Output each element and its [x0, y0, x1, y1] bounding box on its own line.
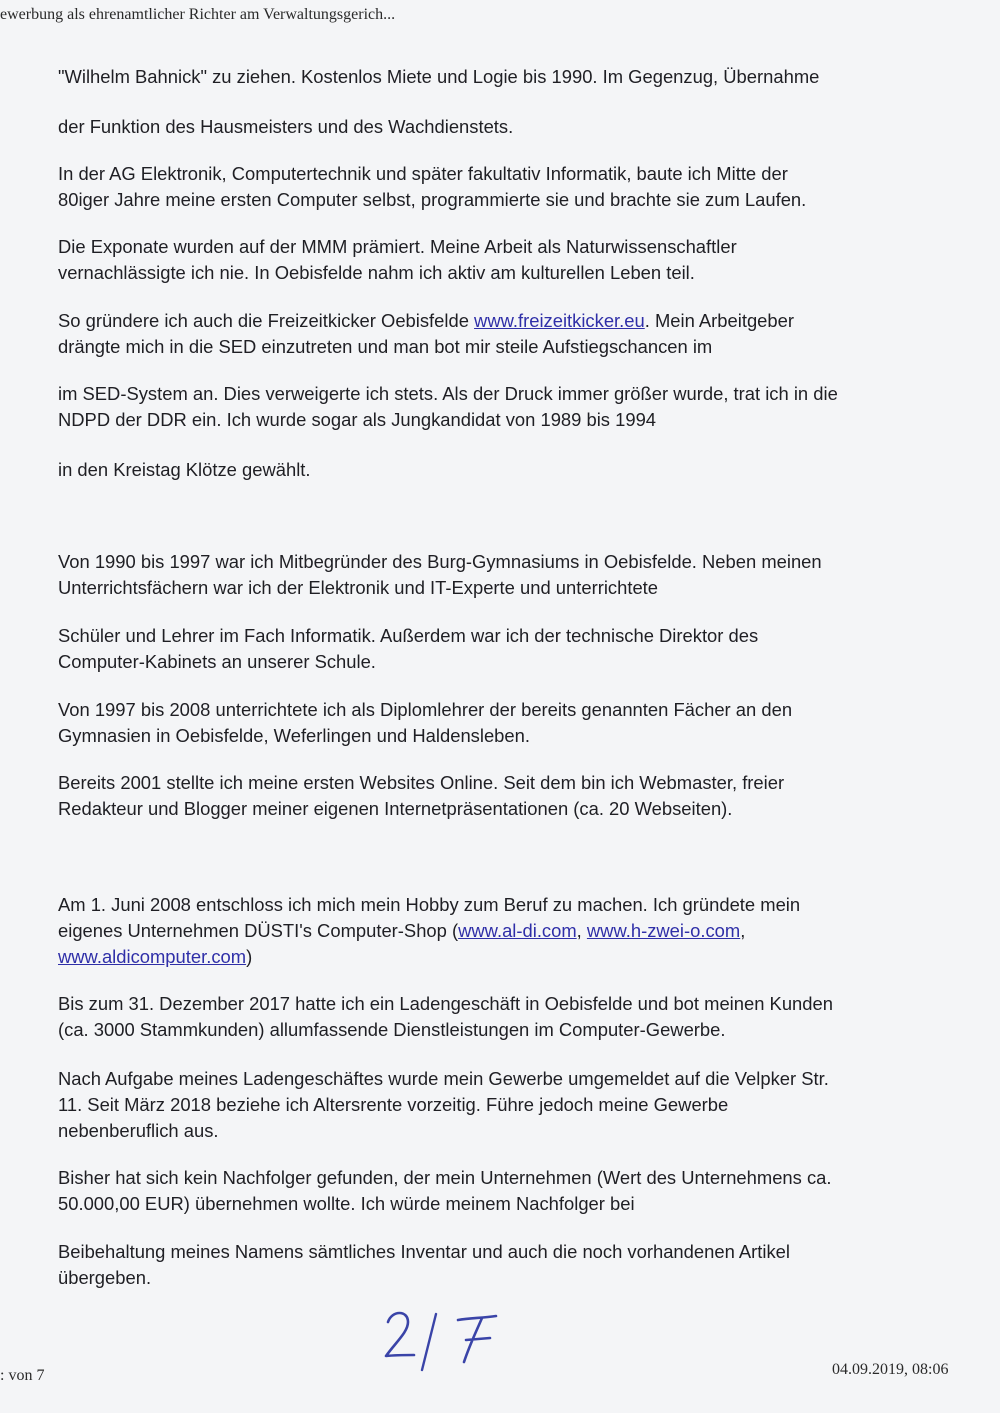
paragraph [58, 1165, 938, 1217]
text-line: NDPD der DDR ein. Ich wurde sogar als Jungkandidat von 1989 bis 1994 [58, 409, 657, 430]
text-line: 50.000,00 EUR) übernehmen wollte. Ich würde meinem Nachfolger bei [58, 1193, 635, 1214]
text-segment: , [576, 920, 587, 941]
print-header-title: ewerbung als ehrenamtlicher Richter am Verwaltungsgerich... [0, 6, 396, 23]
text-line: Computer-Kabinets an unserer Schule. [58, 651, 376, 672]
paragraph [58, 457, 938, 483]
text-line: 80iger Jahre meine ersten Computer selbst, programmierte sie und brachte sie zum Laufen. [58, 189, 807, 210]
paragraph [58, 381, 938, 433]
text-segment: ) [246, 946, 253, 967]
paragraph [58, 549, 938, 601]
text-line: Nach Aufgabe meines Ladengeschäftes wurde mein Gewerbe umgemeldet auf die Velpker Str. [58, 1068, 829, 1089]
paragraph [58, 1239, 938, 1291]
paragraph [58, 770, 938, 822]
text-segment: So gründere ich auch die Freizeitkicker Oebisfelde [58, 310, 475, 331]
al-di-link[interactable]: www.al-di.com [458, 920, 577, 941]
paragraph [58, 991, 938, 1043]
text-line: Von 1997 bis 2008 unterrichtete ich als Diplomlehrer der bereits genannten Fächer an den [58, 699, 793, 720]
paragraph [58, 892, 938, 970]
text-line: Unterrichtsfächern war ich der Elektronik und IT-Experte und unterrichtete [58, 577, 659, 598]
text-line: der Funktion des Hausmeisters und des Wachdienstets. [58, 116, 514, 137]
text-segment: . Mein Arbeitgeber [644, 310, 794, 331]
text-line [58, 308, 938, 334]
text-line: im SED-System an. Dies verweigerte ich stets. Als der Druck immer größer wurde, trat ich in die [58, 383, 838, 404]
paragraph [58, 1066, 938, 1144]
text-line: In der AG Elektronik, Computertechnik und später fakultativ Informatik, baute ich Mitte der [58, 163, 788, 184]
paragraph [58, 64, 938, 90]
paragraph [58, 234, 938, 286]
paragraph [58, 308, 938, 360]
footer-datetime: 04.09.2019, 08:06 [832, 1361, 949, 1378]
text-line: in den Kreistag Klötze gewählt. [58, 459, 311, 480]
text-line: Schüler und Lehrer im Fach Informatik. Außerdem war ich der technische Direktor des [58, 625, 759, 646]
text-line: Bisher hat sich kein Nachfolger gefunden, der mein Unternehmen (Wert des Unternehmens ca. [58, 1167, 832, 1188]
text-line: Bis zum 31. Dezember 2017 hatte ich ein Ladengeschäft in Oebisfelde und bot meinen Kunden [58, 993, 833, 1014]
paragraph [58, 161, 938, 213]
text-line: "Wilhelm Bahnick" zu ziehen. Kostenlos Miete und Logie bis 1990. Im Gegenzug, Übernahme [58, 66, 820, 87]
text-line: Die Exponate wurden auf der MMM prämiert. Meine Arbeit als Naturwissenschaftler [58, 236, 737, 257]
aldicomputer-link[interactable]: www.aldicomputer.com [58, 946, 247, 967]
text-segment: , [740, 920, 746, 941]
freizeitkicker-link[interactable]: www.freizeitkicker.eu [474, 310, 645, 331]
text-line: (ca. 3000 Stammkunden) allumfassende Dienstleistungen im Computer-Gewerbe. [58, 1019, 726, 1040]
text-line: Redakteur und Blogger meiner eigenen Internetpräsentationen (ca. 20 Webseiten). [58, 798, 733, 819]
text-line: 11. Seit März 2018 beziehe ich Altersrente vorzeitig. Führe jedoch meine Gewerbe [58, 1094, 729, 1115]
text-line: Gymnasien in Oebisfelde, Weferlingen und Haldensleben. [58, 725, 530, 746]
text-line: Beibehaltung meines Namens sämtliches Inventar und auch die noch vorhandenen Artikel [58, 1241, 790, 1262]
text-line [58, 918, 938, 944]
text-segment: eigenes Unternehmen DÜSTI's Computer-Shop ( [58, 920, 459, 941]
text-line: nebenberuflich aus. [58, 1120, 219, 1141]
paragraph [58, 114, 938, 140]
handwritten-page-number [378, 1300, 508, 1380]
text-line: übergeben. [58, 1267, 152, 1288]
footer-page-count: : von 7 [0, 1367, 45, 1384]
text-line [58, 944, 938, 970]
text-line: vernachlässigte ich nie. In Oebisfelde nahm ich aktiv am kulturellen Leben teil. [58, 262, 695, 283]
paragraph [58, 623, 938, 675]
paragraph [58, 697, 938, 749]
text-line: Bereits 2001 stellte ich meine ersten Websites Online. Seit dem bin ich Webmaster, freier [58, 772, 785, 793]
h-zwei-o-link[interactable]: www.h-zwei-o.com [586, 920, 741, 941]
text-line: Am 1. Juni 2008 entschloss ich mich mein Hobby zum Beruf zu machen. Ich gründete mein [58, 894, 801, 915]
text-line: Von 1990 bis 1997 war ich Mitbegründer des Burg-Gymnasiums in Oebisfelde. Neben meinen [58, 551, 822, 572]
text-line: drängte mich in die SED einzutreten und man bot mir steile Aufstiegschancen im [58, 336, 713, 357]
